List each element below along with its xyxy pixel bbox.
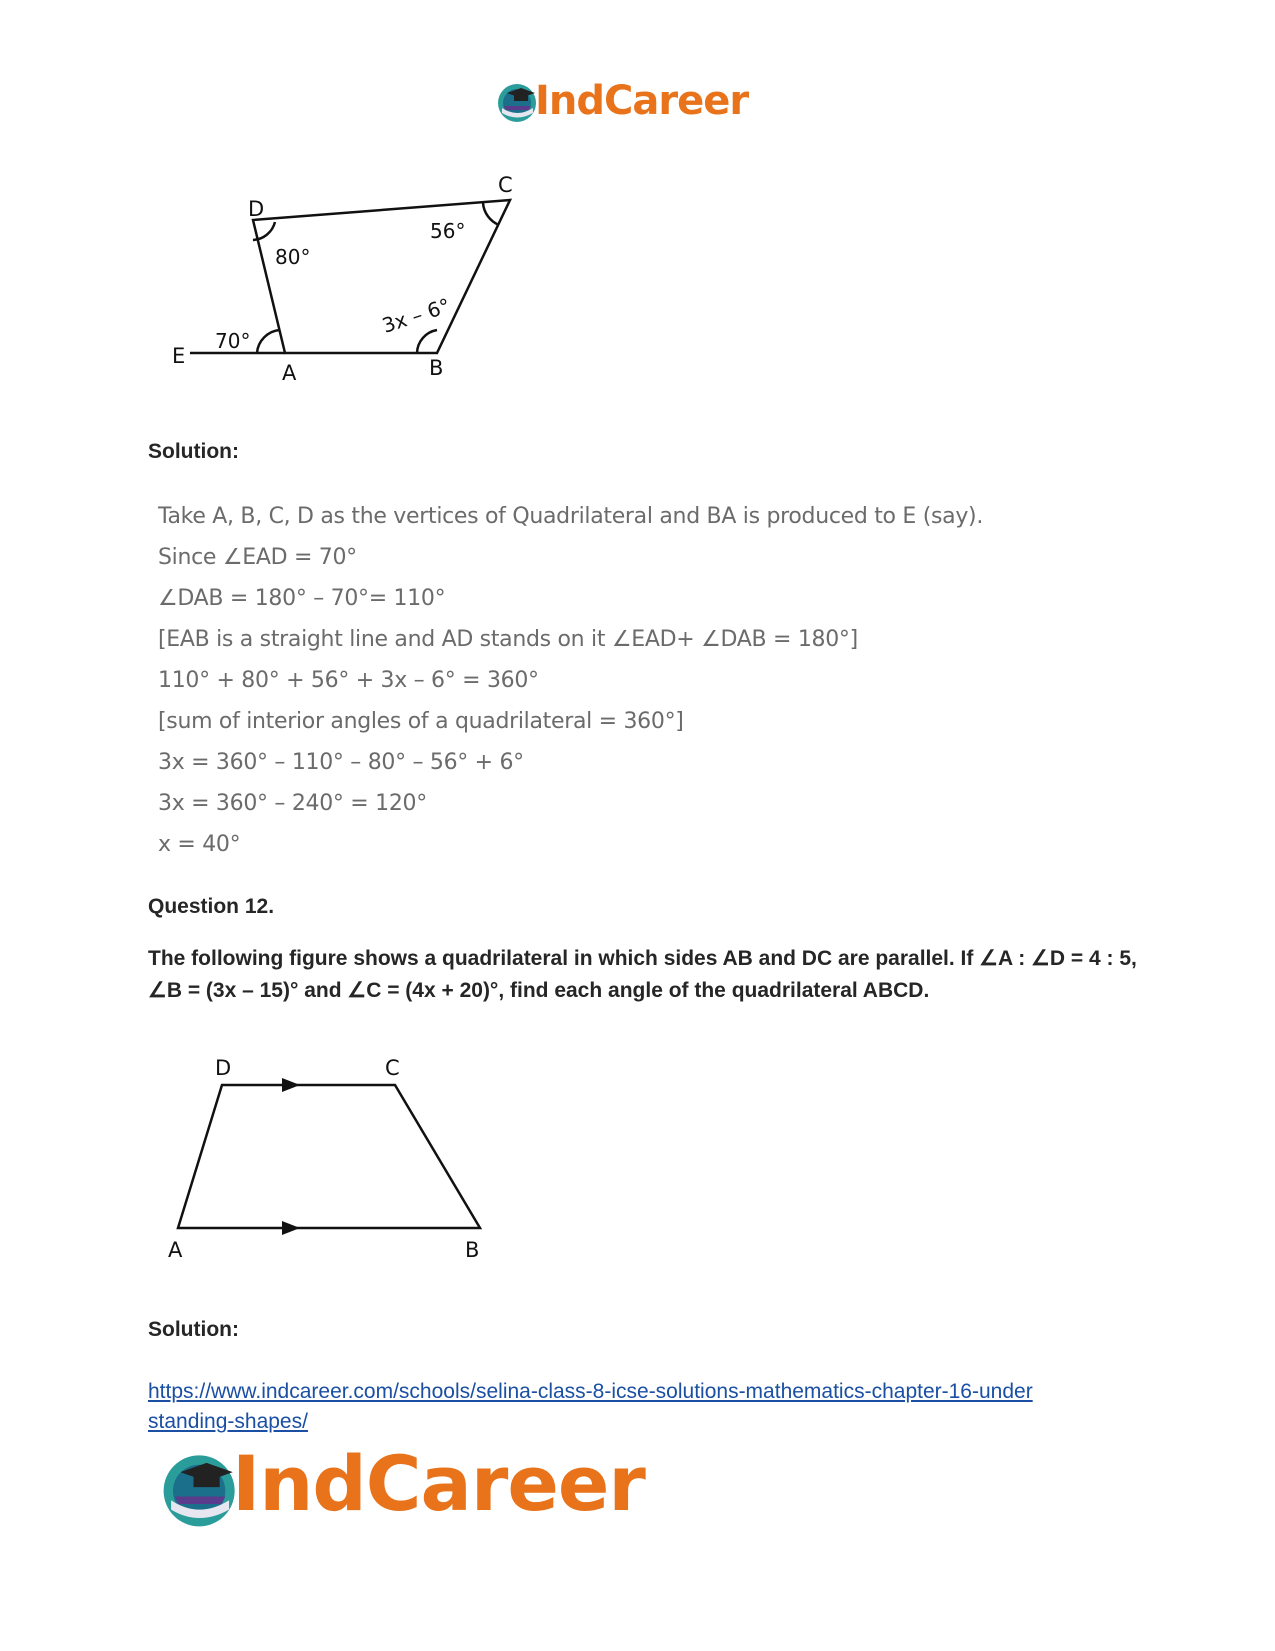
solution-line: Since ∠EAD = 70°	[158, 545, 357, 570]
solution-heading-1: Solution:	[148, 440, 239, 463]
quadrilateral-figure-1	[165, 170, 565, 400]
question-text: The following figure shows a quadrilateral in which sides AB and DC are parallel. If ∠A : ∠D = 4 : 5, ∠B = (3x – 15)° and ∠C = (4x + 20)°, find each angle of the quadrilateral ABCD.	[148, 947, 1137, 1002]
solution-link[interactable]	[148, 1377, 1148, 1437]
angle-label-b: 3x – 6°	[379, 293, 454, 338]
angle-label-d: 80°	[275, 245, 311, 269]
vertex-label-b: B	[429, 356, 444, 380]
solution-line: x = 40°	[158, 832, 241, 857]
solution-line: 3x = 360° – 110° – 80° – 56° + 6°	[158, 750, 524, 775]
solution-line: [EAB is a straight line and AD stands on it ∠EAD+ ∠DAB = 180°]	[158, 627, 858, 652]
question-title: Question 12.	[148, 895, 275, 918]
vertex-label-d: D	[248, 197, 265, 221]
solution-line: ∠DAB = 180° – 70°= 110°	[158, 586, 446, 611]
header-logo-text: IndCareer	[535, 78, 749, 124]
vertex-label-c: C	[385, 1056, 400, 1080]
vertex-label-c: C	[498, 173, 513, 197]
angle-label-c: 56°	[430, 219, 466, 243]
footer-logo-text: IndCareer	[232, 1439, 645, 1528]
quadrilateral-figure-2	[160, 1050, 500, 1275]
solution-link-line-1: https://www.indcareer.com/schools/selina-class-8-icse-solutions-mathematics-chapter-16-under	[148, 1380, 1033, 1403]
vertex-label-a: A	[282, 361, 297, 385]
vertex-label-b: B	[465, 1238, 480, 1262]
solution-line: 3x = 360° – 240° = 120°	[158, 791, 427, 816]
angle-label-ead: 70°	[215, 329, 251, 353]
header-logo	[495, 78, 775, 128]
vertex-label-e: E	[172, 344, 186, 368]
solution-line: Take A, B, C, D as the vertices of Quadrilateral and BA is produced to E (say).	[158, 504, 984, 529]
solution-line: [sum of interior angles of a quadrilateral = 360°]	[158, 709, 684, 734]
solution-link-line-2: standing-shapes/	[148, 1410, 308, 1433]
footer-logo	[158, 1439, 718, 1535]
solution-line: 110° + 80° + 56° + 3x – 6° = 360°	[158, 668, 539, 693]
vertex-label-d: D	[215, 1056, 232, 1080]
solution-1-steps	[158, 496, 983, 865]
solution-heading-2: Solution:	[148, 1318, 239, 1341]
vertex-label-a: A	[168, 1238, 183, 1262]
